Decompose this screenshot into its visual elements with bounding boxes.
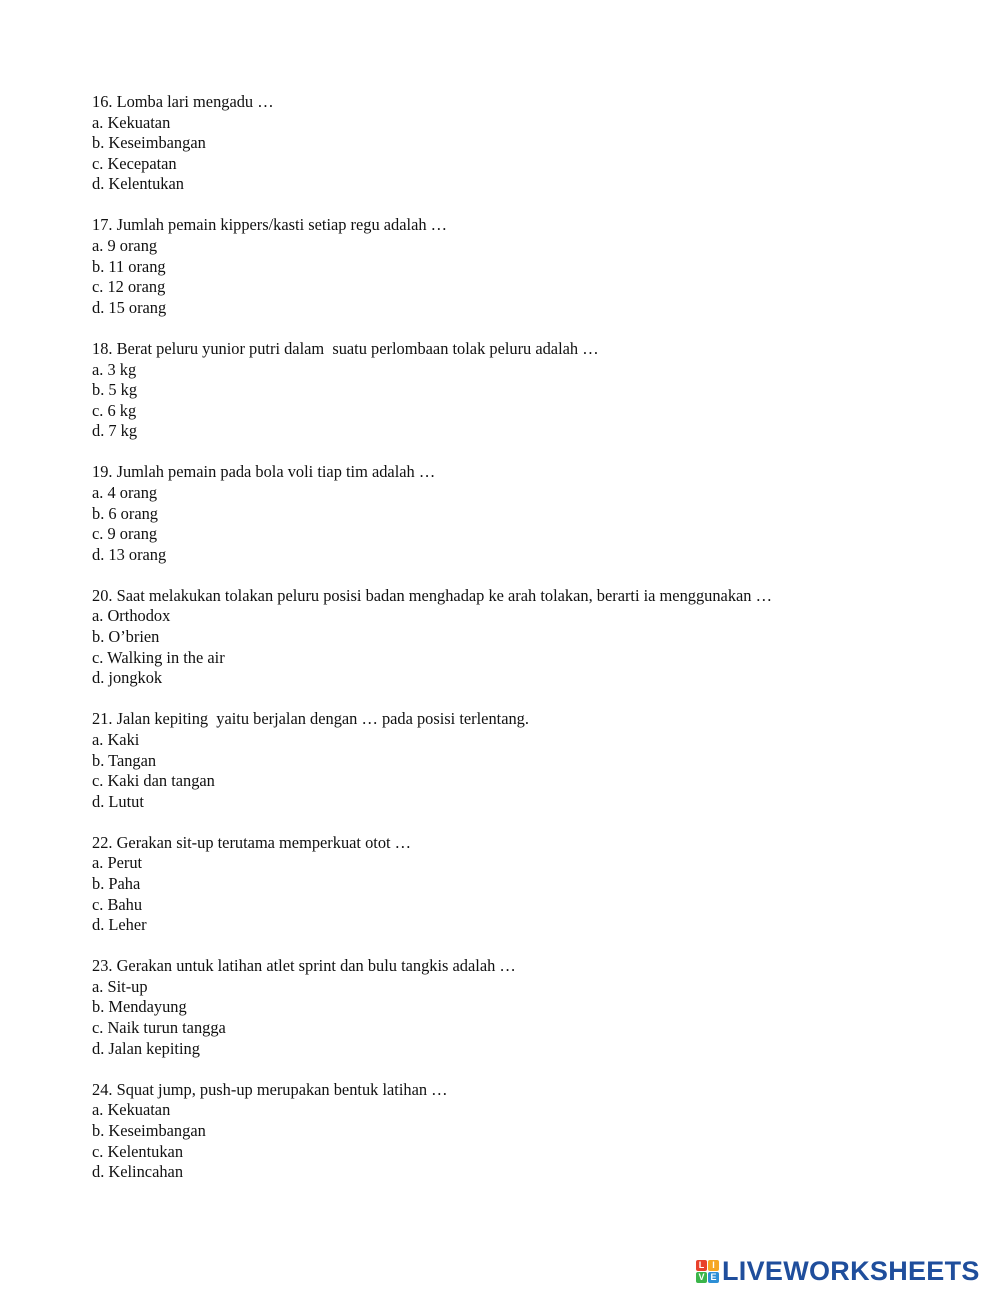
answer-option-c: c. Bahu [92,894,143,914]
question-21 [92,709,952,812]
logo-tile-e: E [708,1272,719,1283]
liveworksheets-watermark [696,1256,980,1286]
answer-option-c: c. 9 orang [92,524,158,544]
answer-option-d: d. 15 orang [92,297,167,317]
answer-option-c: c. Walking in the air [92,647,225,667]
answer-option-c: c. Kelentukan [92,1141,184,1161]
answer-option-a: a. Perut [92,853,143,873]
question-prompt: 24. Squat jump, push-up merupakan bentuk latihan … [92,1079,448,1099]
question-prompt: 18. Berat peluru yunior putri dalam suatu perlombaan tolak peluru adalah … [92,338,599,358]
question-24 [92,1080,952,1183]
answer-option-c: c. 12 orang [92,277,166,297]
logo-tile-i: I [708,1260,719,1271]
logo-tile-l: L [696,1260,707,1271]
answer-option-a: a. 3 kg [92,359,137,379]
answer-option-a: a. 9 orang [92,236,158,256]
answer-option-a: a. 4 orang [92,483,158,502]
question-prompt: 23. Gerakan untuk latihan atlet sprint dan bulu tangkis adalah … [92,956,516,976]
question-prompt: 22. Gerakan sit-up terutama memperkuat otot … [92,832,412,852]
answer-option-b: b. 11 orang [92,256,166,276]
answer-option-c: c. Naik turun tangga [92,1018,226,1038]
answer-option-d: d. 7 kg [92,421,138,441]
answer-option-b: b. 5 kg [92,380,138,400]
answer-option-b: b. Keseimbangan [92,133,206,153]
answer-option-a: a. Kekuatan [92,1100,171,1120]
question-23 [92,956,952,1059]
question-prompt: 21. Jalan kepiting yaitu berjalan dengan … pada posisi terlentang. [92,709,529,729]
answer-option-b: b. O’brien [92,627,160,647]
answer-option-b: b. Mendayung [92,997,187,1017]
answer-option-d: d. Lutut [92,791,144,811]
question-prompt: 19. Jumlah pemain pada bola voli tiap tim adalah … [92,462,436,482]
answer-option-b: b. 6 orang [92,503,159,523]
answer-option-c: c. Kecepatan [92,153,177,173]
answer-option-d: d. Kelincahan [92,1162,184,1182]
question-16 [92,92,952,195]
question-prompt: 20. Saat melakukan tolakan peluru posisi badan menghadap ke arah tolakan, berarti ia menggunakan … [92,585,772,605]
answer-option-d: d. Leher [92,915,147,935]
answer-option-a: a. Sit-up [92,976,148,996]
question-19 [92,462,952,565]
liveworksheets-wordmark: LIVEWORKSHEETS [722,1256,980,1286]
answer-option-d: d. Jalan kepiting [92,1038,200,1058]
answer-option-a: a. Kaki [92,729,140,749]
answer-option-b: b. Paha [92,874,141,893]
answer-option-d: d. Kelentukan [92,174,184,194]
worksheet [92,92,952,1203]
answer-option-c: c. 6 kg [92,400,137,420]
question-22 [92,833,952,936]
question-20 [92,586,952,689]
question-17 [92,215,952,318]
question-18 [92,339,952,442]
question-prompt: 16. Lomba lari mengadu … [92,92,274,111]
question-prompt: 17. Jumlah pemain kippers/kasti setiap regu adalah … [92,215,448,235]
answer-option-d: d. 13 orang [92,544,167,564]
answer-option-b: b. Keseimbangan [92,1120,206,1140]
answer-option-a: a. Orthodox [92,606,171,626]
answer-option-d: d. jongkok [92,668,163,688]
logo-tile-v: V [696,1272,707,1283]
answer-option-a: a. Kekuatan [92,112,171,132]
answer-option-c: c. Kaki dan tangan [92,771,215,791]
liveworksheets-logo-icon [696,1260,719,1283]
answer-option-b: b. Tangan [92,750,157,770]
